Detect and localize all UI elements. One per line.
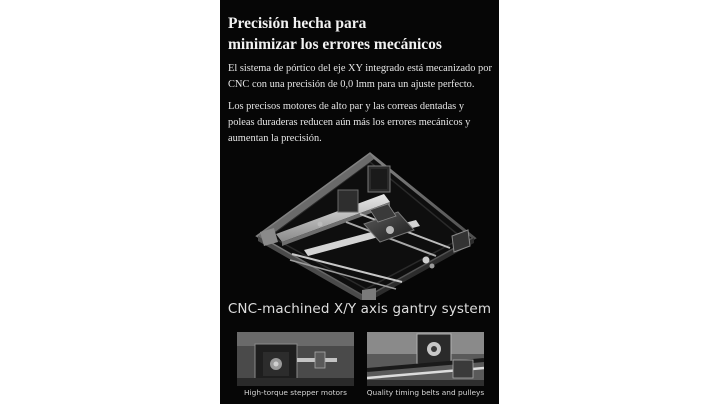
description-paragraph-1: El sistema de pórtico del eje XY integrado está mecanizado por CNC con una precisión de 0,0 lmm para un ajuste perfecto. (228, 63, 492, 90)
headline-line-1: Precisión hecha para (228, 15, 367, 32)
stepper-motor-caption: High-torque stepper motors (244, 388, 347, 397)
stepper-motor-photo (237, 332, 354, 386)
timing-belt-caption: Quality timing belts and pulleys (366, 388, 485, 397)
gantry-system-image (220, 150, 499, 300)
gantry-caption: CNC-machined X/Y axis gantry system (227, 301, 492, 317)
timing-belt-pulley-photo (367, 332, 484, 386)
description-paragraph-2: Los precisos motores de alto par y las correas dentadas y poleas duraderas reducen aún más los errores mecánicos y aumentan la precisión. (228, 101, 471, 144)
headline-line-2: minimizar los errores mecánicos (228, 36, 442, 53)
feature-headline (228, 13, 490, 55)
product-feature-panel (220, 0, 499, 404)
